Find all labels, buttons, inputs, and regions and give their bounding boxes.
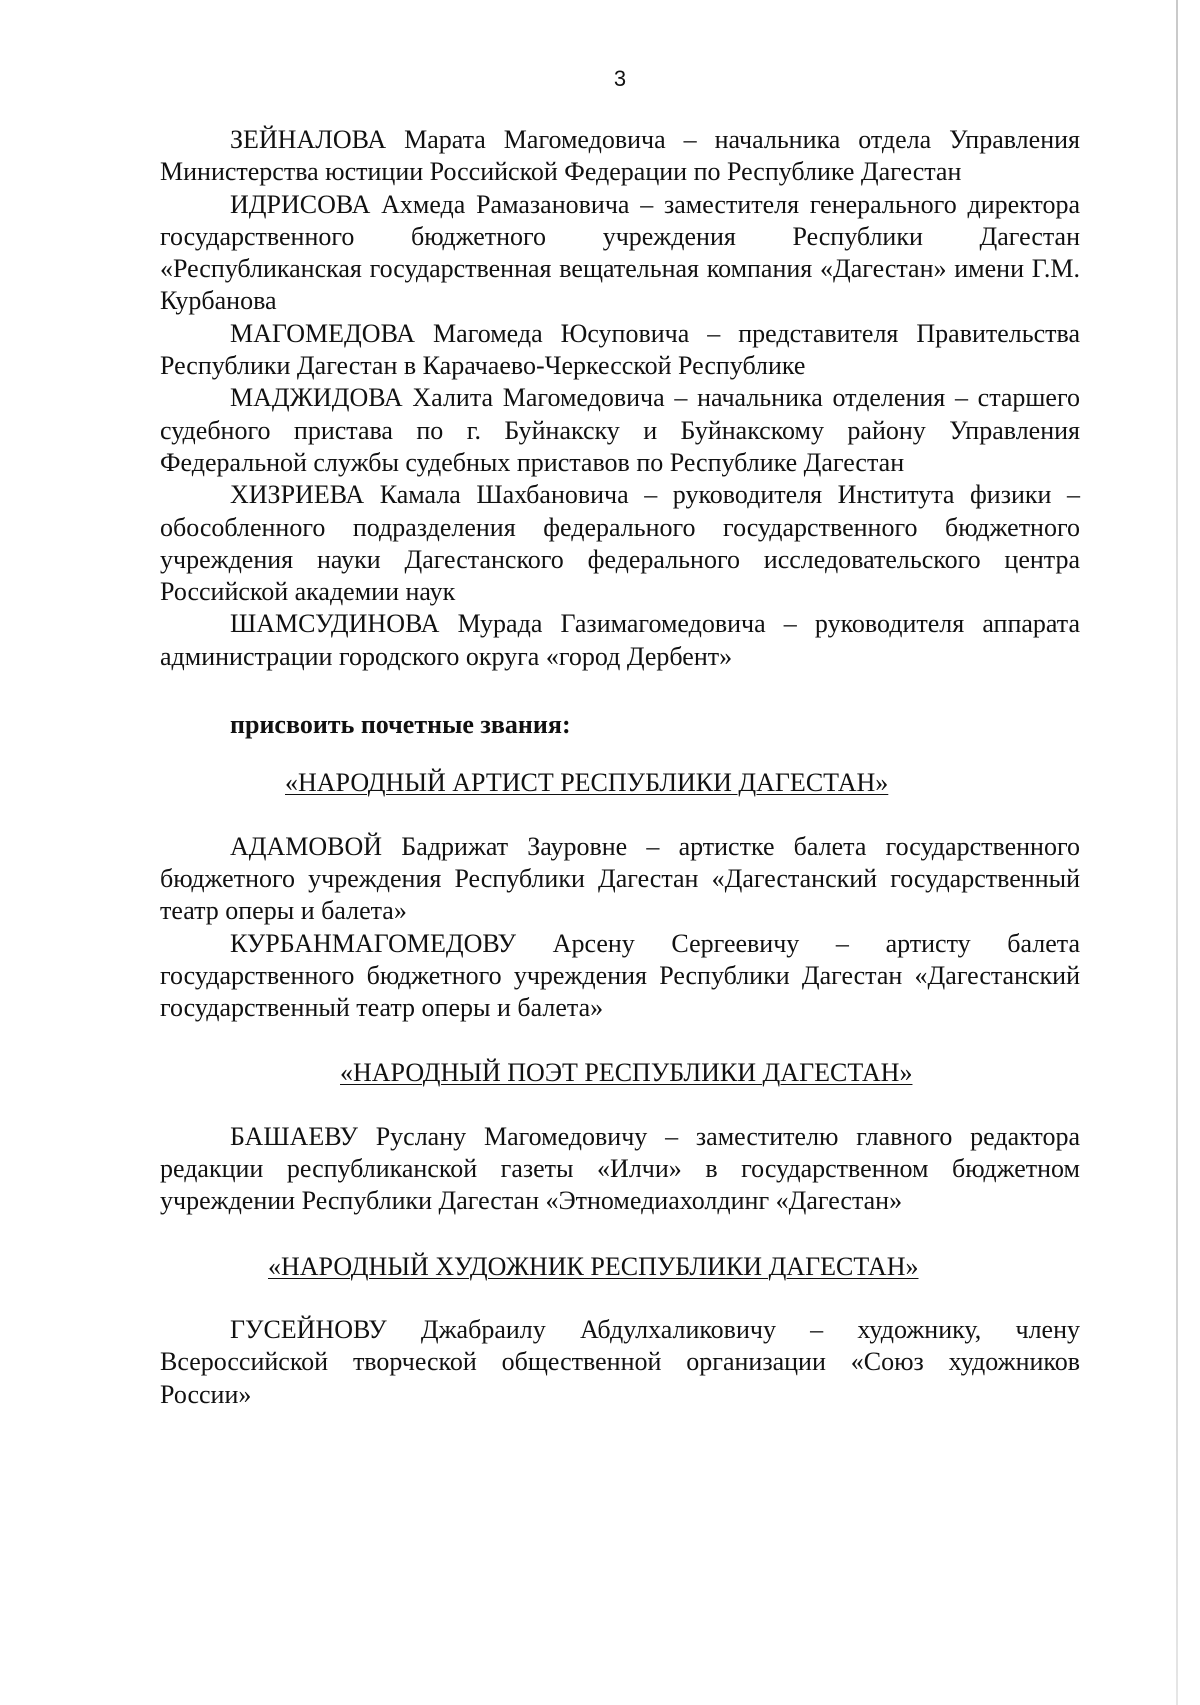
awardee-paragraph: МАГОМЕДОВА Магомеда Юсуповича – представителя Правительства Республики Дагестан в Карачаево-Черкесской Республике <box>160 318 1080 381</box>
awardee-paragraph: ШАМСУДИНОВА Мурада Газимагомедовича – руководителя аппарата администрации городского округа «город Дербент» <box>160 609 1080 671</box>
awardee-paragraph: ИДРИСОВА Ахмеда Рамазановича – заместителя генерального директора государственного бюджетного учреждения Республики Дагестан «Республиканская государственная вещательная компания «Дагестан» имени Г.М. Курбанова <box>160 189 1080 316</box>
section-title-people-poet: «НАРОДНЫЙ ПОЭТ РЕСПУБЛИКИ ДАГЕСТАН» <box>340 1058 913 1088</box>
scan-edge-line <box>1176 0 1178 1705</box>
section-title-people-artist: «НАРОДНЫЙ АРТИСТ РЕСПУБЛИКИ ДАГЕСТАН» <box>285 768 889 798</box>
awardee-paragraph: АДАМОВОЙ Бадрижат Зауровне – артистке балета государственного бюджетного учреждения Республики Дагестан «Дагестанский государственный театр оперы и балета» <box>160 831 1080 926</box>
page-number: 3 <box>613 66 627 91</box>
section-title-people-painter: «НАРОДНЫЙ ХУДОЖНИК РЕСПУБЛИКИ ДАГЕСТАН» <box>268 1251 919 1281</box>
awardee-paragraph: КУРБАНМАГОМЕДОВУ Арсену Сергеевичу – артисту балета государственного бюджетного учреждения Республики Дагестан «Дагестанский государственный театр оперы и балета» <box>160 928 1080 1023</box>
awardee-paragraph: ЗЕЙНАЛОВА Марата Магомедовича – начальника отдела Управления Министерства юстиции Российской Федерации по Республике Дагестан <box>160 125 1080 187</box>
awardee-paragraph: ХИЗРИЕВА Камала Шахбановича – руководителя Института физики – обособленного подразделения федерального государственного бюджетного учреждения науки Дагестанского федерального исследовательского центра Российской академии наук <box>160 480 1080 607</box>
action-heading: присвоить почетные звания: <box>230 710 571 740</box>
awardee-paragraph: БАШАЕВУ Руслану Магомедовичу – заместителю главного редактора редакции республиканской газеты «Илчи» в государственном бюджетном учреждении Республики Дагестан «Этномедиахолдинг «Дагестан» <box>160 1121 1080 1216</box>
document-body <box>160 124 1080 1411</box>
awardee-paragraph: ГУСЕЙНОВУ Джабраилу Абдулхаликовичу – художнику, члену Всероссийской творческой общественной организации «Союз художников России» <box>160 1314 1080 1409</box>
awardee-paragraph: МАДЖИДОВА Халита Магомедовича – начальника отделения – старшего судебного пристава по г. Буйнакску и Буйнакскому району Управления Федеральной службы судебных приставов по Республике Дагестан <box>160 383 1080 477</box>
